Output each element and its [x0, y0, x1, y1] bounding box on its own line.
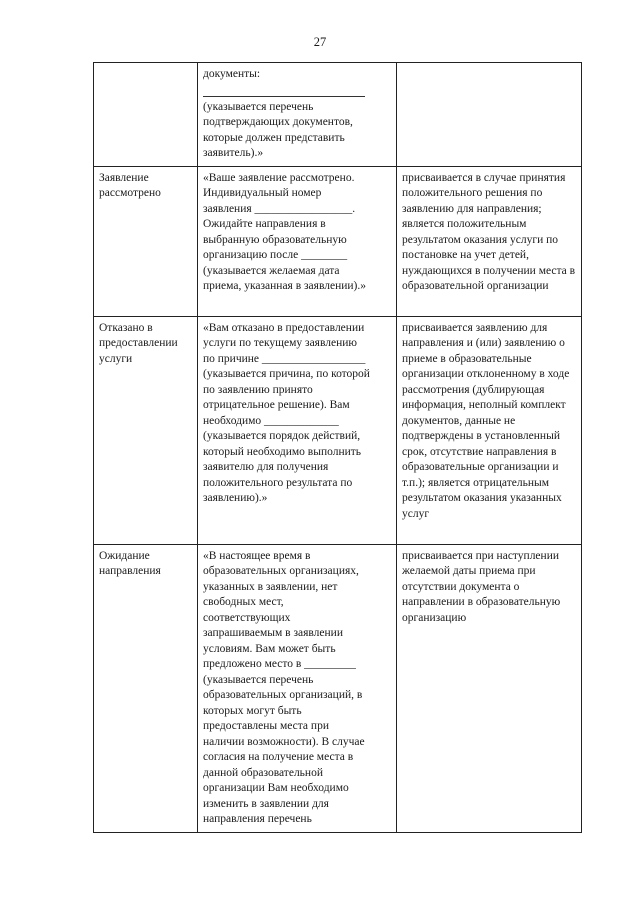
message-line: свободных мест,	[203, 596, 284, 608]
message-line: (указывается порядок действий,	[203, 430, 361, 442]
message-line: выбранную образовательную	[203, 233, 347, 246]
page-number: 27	[313, 35, 327, 49]
message-line: (указывается желаемая дата	[203, 264, 340, 277]
message-line: организации Вам необходимо	[203, 782, 349, 794]
description-cell: присваивается заявлению для направления и (или) заявлению о приеме в образовательные организации отклоненному в ходе рассмотрения (дублирующая информация, неполный комплект документов, данные не подтверждены в установленный срок, отсутствие направления в образовательные организации и т.п.); является отрицательным результатом оказания указанных услуг	[397, 316, 582, 544]
message-line: соответствующих	[203, 611, 291, 624]
message-line: организацию после ________	[203, 249, 348, 261]
message-line: услуги по текущему заявлению	[203, 337, 357, 349]
message-line: образовательных организаций, в	[203, 689, 363, 701]
message-line: Ожидайте направления в	[203, 218, 326, 230]
message-line: согласия на получение места в	[203, 751, 354, 763]
description-cell: присваивается в случае принятия положительного решения по заявлению для направления; является положительным результатом оказания услуги по постановке на учет детей, нуждающихся в получении места в образовательной организации	[397, 166, 582, 316]
message-line: указанных в заявлении, нет	[203, 580, 338, 593]
message-line: по причине __________________	[203, 352, 366, 365]
table-row	[94, 166, 582, 316]
description-cell: присваивается при наступлении желаемой даты приема при отсутствии документа о направлении в образовательную организацию	[397, 544, 582, 832]
message-line: «Вам отказано в предоставлении	[203, 321, 365, 334]
message-line: положительного результата по	[203, 476, 353, 489]
message-line: предложено место в _________	[203, 658, 356, 670]
message-line: запрашиваемым в заявлении	[203, 627, 343, 639]
message-line: отрицательное решение). Вам	[203, 399, 350, 411]
message-line: необходимо _____________	[203, 414, 339, 427]
message-cell	[198, 316, 397, 544]
description-cell	[397, 63, 582, 167]
message-line: Индивидуальный номер	[203, 187, 322, 199]
message-line: приема, указанная в заявлении).»	[203, 280, 366, 292]
message-line: предоставлены места при	[203, 720, 329, 732]
message-line: который необходимо выполнить	[203, 445, 362, 458]
message-line: изменить в заявлении для	[203, 797, 329, 810]
message-line: по заявлению принято	[203, 383, 313, 396]
status-cell: Заявление рассмотрено	[94, 166, 198, 316]
table-row	[94, 544, 582, 832]
message-line: заявителю для получения	[203, 461, 329, 473]
message-line: направления перечень	[203, 813, 312, 825]
message-line: данной образовательной	[203, 766, 323, 779]
message-line: заявлению).»	[203, 492, 268, 504]
table-row	[94, 63, 582, 167]
status-table	[93, 62, 582, 833]
message-line: «В настоящее время в	[203, 549, 311, 562]
message-line: которые должен представить	[203, 131, 345, 144]
status-cell	[94, 63, 198, 167]
message-line: (указывается причина, по которой	[203, 368, 370, 380]
message-line: документы:	[203, 68, 261, 80]
message-line: «Ваше заявление рассмотрено.	[203, 171, 355, 184]
fill-in-blank	[203, 83, 365, 97]
message-cell	[198, 544, 397, 832]
message-cell	[198, 63, 397, 167]
message-cell	[198, 166, 397, 316]
table-row	[94, 316, 582, 544]
message-line: подтверждающих документов,	[203, 116, 353, 128]
status-cell: Отказано в предоставлении услуги	[94, 316, 198, 544]
message-line: наличии возможности). В случае	[203, 735, 365, 748]
message-line: (указывается перечень	[203, 673, 314, 686]
message-line: (указывается перечень	[203, 100, 314, 113]
message-line: которых могут быть	[203, 704, 302, 717]
message-line: образовательных организациях,	[203, 565, 359, 577]
message-line: условиям. Вам может быть	[203, 642, 336, 655]
status-cell: Ожидание направления	[94, 544, 198, 832]
message-line: заявления _________________.	[203, 202, 356, 215]
message-line: заявитель).»	[203, 147, 264, 159]
